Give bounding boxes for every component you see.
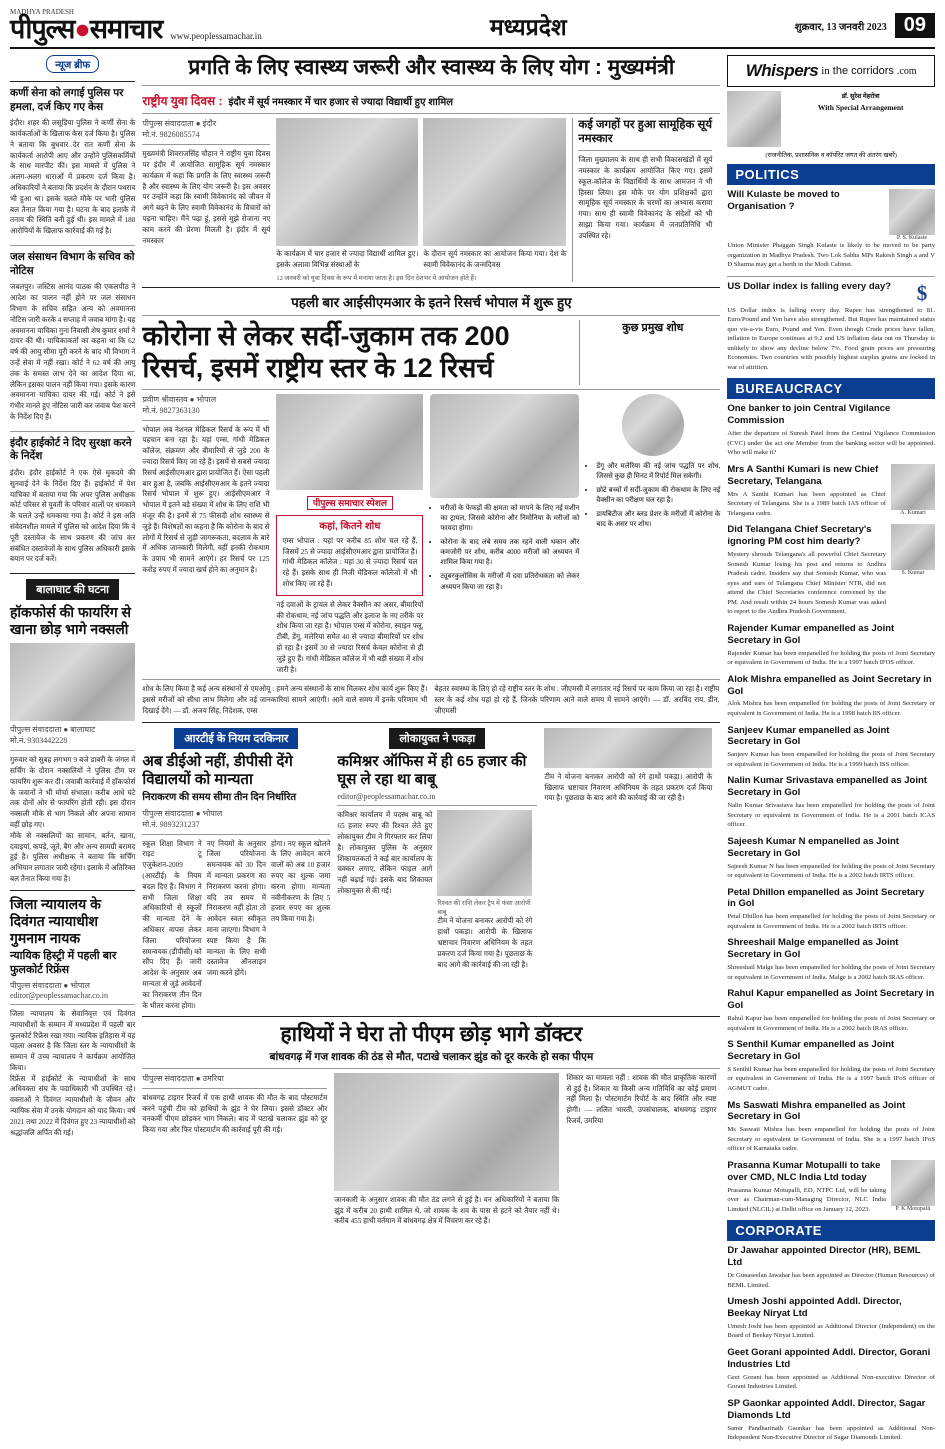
logo-subtitle: MADHYA PRADESH bbox=[10, 8, 74, 16]
bureaucracy-headline: Shreeshail Malge empanelled as Joint Secretary in GoI bbox=[727, 937, 899, 961]
masthead bbox=[10, 8, 935, 49]
rti-subhead: निराकरण की समय सीमा तीन दिन निर्धारित bbox=[142, 792, 297, 804]
politics-headline: Will Kulaste be moved to Organisation ? bbox=[727, 189, 840, 212]
lokayukt-photo bbox=[437, 810, 532, 896]
mega-sidebox-title: कुछ प्रमुख शोध bbox=[622, 321, 684, 334]
lead-kicker: राष्ट्रीय युवा दिवस : bbox=[142, 94, 223, 109]
bureaucracy-headline: One banker to join Central Vigilance Commission bbox=[727, 403, 891, 427]
elephant-subhead: बांधवगढ़ में गज शावक की ठंड से मौत, पटाखे चलाकर झुंड को दूर करके हो सका पीएम bbox=[269, 1050, 594, 1063]
whispers-masthead bbox=[727, 55, 935, 87]
bureaucracy-portrait-caption: S. Kumar bbox=[901, 570, 925, 577]
dollar-icon: $ bbox=[916, 280, 928, 305]
bureaucracy-headline: Ms Saswati Mishra empanelled as Joint Secretary in GoI bbox=[727, 1099, 906, 1123]
left-rail-column bbox=[10, 55, 135, 1449]
lokayukt-story[interactable] bbox=[337, 728, 537, 1012]
corporate-section-header: CORPORATE bbox=[727, 1220, 935, 1241]
naxal-byline-mobile: मो.नं. 9303442228 bbox=[10, 736, 68, 746]
lokayukt-body-2: टीम ने योजना बनाकर आरोपी को रंगे हाथों पकड़ा। आरोपी के खिलाफ भ्रष्टाचार निवारण अधिनियम के तहत प्रकरण दर्ज किया गया है। पूछताछ के बाद आगे की कार्रवाई की जा रही है। bbox=[437, 917, 533, 969]
lokayukt-body-1: कमिश्नर कार्यालय में पदस्थ बाबू को 65 हजार रुपए की रिश्वत लेते हुए लोकायुक्त टीम ने गिरफ्तार कर लिया है। लोकायुक्त पुलिस के अनुसार शिकायतकर्ता ने कई बार कार्यालय के चक्कर लगाए, लेकिन फाइल आगे नहीं बढ़ाई गई। इसके बाद शिकायत लोकायुक्त से की गई। bbox=[337, 811, 433, 895]
naxal-body-2: मौके से नक्सलियों का सामान, बर्तन, खाना, दवाइयां, कपड़े, जूते, बैग और अन्य सामग्री बरामद हुई है। पुलिस अधीक्षक ने बताया कि सर्चिंग अभियान लगातार जारी रहेगा। इलाके में अतिरिक्त बल तैनात किया गया है। bbox=[10, 831, 136, 884]
bureaucracy-headline: Nalin Kumar Srivastava empanelled as Joint Secretary in GoI bbox=[727, 775, 927, 799]
bureaucracy-headline: Rajender Kumar empanelled as Joint Secretary in GoI bbox=[727, 622, 895, 646]
brief-body: इंदौर। इंदौर हाईकोर्ट ने एक ऐसे मुकदमे की सुनवाई देने के निर्देश दिए हैं। हाईकोर्ट में पेश याचिका में बताया गया कि अपर पुलिस अधीक्षक कोर्ट परिसर से युवती के परिवार वालों पर धमकाने के चलते उन्हें धमकाया गया है। कोर्ट ने इस अति संवेदनशील मामले में पुलिस को आदेश दिया कि वे पूरी दस्तावेज के साथ प्रकरण की जांच कर संबंधित दस्तावेजों के साथ पुलिस अधिकारी इसके बयान पर दर्ज करें। bbox=[10, 468, 136, 564]
bureaucracy-section-header: BUREAUCRACY bbox=[727, 378, 935, 399]
elephant-byline: पीपुल्स संवाददाता ● उमरिया bbox=[142, 1073, 224, 1083]
lead-side-body: जिला मुख्यालय के साथ ही सभी विकासखंडों में सूर्य नमस्कार के कार्यक्रम आयोजित किए गए। इसमें स्कूल-कॉलेज के विद्यार्थियों के साथ आमजन ने भी हिस्सा लिया। इस मौके पर योग प्रशिक्षकों द्वारा सामूहिक सूर्य नमस्कार के चरणों का अभ्यास कराया गया। साथ ही स्वामी विवेकानंद के संदेशों को भी साझा किया गया। कार्यक्रम में जनप्रतिनिधि भी उपस्थित रहे। bbox=[578, 156, 713, 240]
mega-byline: प्रवीण श्रीवास्तव ● भोपाल bbox=[142, 394, 217, 404]
bureaucracy-headline: Petal Dhillon empanelled as Joint Secretary in GoI bbox=[727, 886, 925, 910]
lead-byline-mobile: मो.नं. 9826085574 bbox=[142, 130, 200, 140]
politics-item[interactable] bbox=[727, 281, 935, 373]
mega-quote-1: शोध के लिए किया है कई अन्य संस्थानों से एमओयू : हमने अन्य संस्थानों के साथ मिलकर शोध कार्य शुरू किए हैं। इससे मरीजों को सीधा लाभ मिलेगा और नई जानकारियां सामने आएंगी। आने वाले समय में इनके परिणाम भी दिखाई देंगे। — डॉ. अजय सिंह, निदेशक, एम्स bbox=[142, 685, 428, 715]
corporate-body: Geet Gorani has been appointed as Additional Non-executive Director of Gorani Industries Limited. bbox=[727, 1373, 935, 1391]
bureaucracy-item[interactable] bbox=[727, 1100, 935, 1154]
lead-photo-1 bbox=[276, 118, 418, 246]
bureaucracy-headline: Prasanna Kumar Motupalli to take over CMD, NLC India Ltd today bbox=[727, 1159, 881, 1183]
bureaucracy-body: Sajeesh Kumar N has been empanelled for holding the posts of Joint Secretary or equivalent in Government of India. He is a 2002 batch IRTS officer. bbox=[727, 862, 935, 880]
naxal-byline: पीपुल्स संवाददाता ● बालाघाट bbox=[10, 725, 96, 735]
bureaucracy-item[interactable] bbox=[727, 403, 935, 457]
bureaucracy-item[interactable] bbox=[727, 887, 935, 932]
lokayukt-photo-2 bbox=[544, 728, 712, 768]
judge-byline: पीपुल्स संवाददाता ● भोपाल bbox=[10, 980, 90, 990]
lokayukt-photo-caption: रिश्वत की राशि लेकर ट्रैप में फंसा आरोपी बाबू bbox=[437, 900, 531, 917]
mega-body-col2: नई दवाओं के ट्रायल से लेकर वैक्सीन का असर, बीमारियों की रोकथाम, नई जांच पद्धति और इलाज के नए तरीके पर शोध किया जा रहा है। भोपाल एम्स में कोरोना, स्वाइन फ्लू, टीबी, डेंगू, मलेरिया समेत 40 से ज्यादा बीमारियों पर शोध हो रहा है। इसमें 30 से ज्यादा रिसर्च केवल कोरोना से ही जुड़े हुए हैं। गांधी मेडिकल कॉलेज में भी बड़ी संख्या में शोध जारी है। bbox=[276, 600, 424, 674]
edition-title bbox=[490, 10, 567, 42]
corporate-body: Dr Gunaseelan Jawahar has been appointed as Director (Human Resources) of BEML Limited. bbox=[727, 1272, 935, 1289]
rti-byline: पीपुल्स संवाददाता ● भोपाल bbox=[142, 808, 223, 818]
bureaucracy-portrait bbox=[891, 524, 935, 570]
lokayukt-headline: कमिश्नर ऑफिस में ही 65 हजार की घूस ले रहा था बाबू bbox=[337, 752, 527, 789]
mega-body-col1: भोपाल अब नेशनल मेडिकल रिसर्च के रूप में भी पहचान बना रहा है। यहां एम्स, गांधी मेडिकल कॉलेज, संक्रमण और बीमारियों से जुड़े 200 के ज्यादा रिसर्च किए जा रहे हैं। इसमें से सबसे ज्यादा रिसर्च आईसीएमआर द्वारा प्रायोजित हैं। ऐसा पहली बार हुआ है, जबकि आईसीएमआर के इतने ज्यादा रिसर्च भोपाल में शुरू हुए। आईसीएमआर ने भोपाल में इतने बड़े संख्या में शोध के लिए राशि भी मंजूर की है। इनमें से 75 फीसदी शोध स्वास्थ्य से जुड़े हैं। विशेषज्ञों का कहना है कि कोरोना के बाद से लोगों में रिसर्च से जुड़ी जागरूकता, बदलाव के बारे में अधिक जानकारी मिलेगी, वहीं इनकी रोकथाम के उपाय भी सामने आएंगे। हर रिसर्च पर 125 करोड़ रुपए में ज्यादा खर्च होने का अनुमान है। bbox=[142, 425, 270, 574]
bureaucracy-body: Rajender Kumar has been empanelled for holding the posts of Joint Secretary or equivalent in Government of India. He is a 1997 batch IFOS officer. bbox=[727, 649, 935, 667]
bureaucracy-portrait bbox=[891, 464, 935, 510]
bureaucracy-body: Prasanna Kumar Motupalli, ED, NTPC Ltd, will be taking over as Chairman-cum-Managing Director, NLC India Limited (NLCIL) at Delhi office on January 12, 2023. bbox=[727, 1186, 886, 1213]
bullet-item: • डायबिटीज और ब्लड प्रेशर के मरीजों में कोरोना के बाद के असर पर शोध। bbox=[596, 509, 720, 529]
bureaucracy-item[interactable] bbox=[727, 988, 935, 1033]
elephant-photo bbox=[334, 1073, 559, 1191]
edition-label: मध्यप्रदेश bbox=[489, 13, 567, 40]
lead-side-head: कई जगहों पर हुआ सामूहिक सूर्य नमस्कार bbox=[578, 119, 712, 146]
rti-body-2: नए नियमों के अनुसार जिला परियोजना समन्वयक को 30 दिन में मान्यता प्रकरण का निराकरण करना होगा। यदि तय समय में निराकरण नहीं होता तो आवेदन स्वतः स्वीकृत माना जाएगा। विभाग ने स्पष्ट किया है कि मान्यता के लिए सभी दस्तावेज ऑनलाइन जमा करने होंगे। bbox=[206, 839, 267, 978]
rti-headline: अब डीईओ नहीं, डीपीसी देंगे विद्यालयों को मान्यता bbox=[142, 752, 293, 789]
whispers-title-dotcom: .com bbox=[896, 65, 917, 77]
mega-photo-building bbox=[276, 394, 423, 490]
bureaucracy-item[interactable] bbox=[727, 524, 935, 617]
bureaucracy-body: After the departure of Suresh Patel from the Central Vigilance Commission (CVC) under the act one Member from the banking sector will be appointed. Who will make it? bbox=[727, 430, 935, 457]
elephant-body-3: शिकार का मामला नहीं : शावक की मौत प्राकृतिक कारणों से हुई है। शिकार या किसी अन्य गतिविधि का कोई प्रमाण नहीं मिला है। पोस्टमार्टम रिपोर्ट के बाद स्थिति और स्पष्ट होगी। — ललित भारती, उपसंचालक, बांधवगढ़ टाइगर रिजर्व, उमरिया bbox=[566, 1073, 717, 1125]
mega-headline: कोरोना से लेकर सर्दी-जुकाम तक 200 रिसर्च, इसमें राष्ट्रीय स्तर के 12 रिसर्च bbox=[142, 320, 510, 384]
brief-headline: इंदौर हाईकोर्ट ने दिए सुरक्षा करने के निर्देश bbox=[10, 436, 132, 463]
whispers-title-in: in bbox=[821, 65, 830, 77]
whispers-subtitle: (राजनीतिक, प्रशासनिक व कॉर्पोरेट जगत की अंतरंग खबरें) bbox=[765, 152, 897, 159]
bureaucracy-item[interactable] bbox=[727, 775, 935, 829]
lead-byline: पीपुल्स संवाददाता ● इंदौर bbox=[142, 119, 217, 129]
corporate-item[interactable] bbox=[727, 1347, 935, 1392]
brief-item[interactable] bbox=[10, 437, 135, 565]
brief-headline: जल संसाधन विभाग के सचिव को नोटिस bbox=[10, 251, 135, 277]
whispers-column bbox=[727, 55, 935, 1449]
bureaucracy-headline: S Senthil Kumar empanelled as Joint Secretary in GoI bbox=[727, 1039, 895, 1062]
logo-main: पीपुल्स bbox=[10, 14, 75, 44]
brief-headline: कर्णी सेना को लगाई पुलिस पर हमला, दर्ज किए गए केस bbox=[10, 87, 124, 113]
elephant-story[interactable] bbox=[142, 1022, 720, 1227]
mega-story[interactable] bbox=[142, 293, 720, 717]
politics-portrait bbox=[889, 189, 935, 235]
bureaucracy-body: Alok Mishra has been empanelled for holding the posts of Joint Secretary or equivalent in Government of India. He is a 1998 batch IIS officer. bbox=[727, 700, 935, 717]
elephant-headline: हाथियों ने घेरा तो पीएम छोड़ भागे डॉक्टर bbox=[280, 1023, 583, 1047]
lokayukt-section-tag: लोकायुक्त ने पकड़ा bbox=[389, 728, 485, 749]
lead-photo-caption: 12 जनवरी को युवा दिवस के रूप में मनाया जाता है। इस दिन देशभर में आयोजन होते हैं। bbox=[276, 274, 477, 282]
bureaucracy-body: Nalin Kumar Srivastava has been empanelled for holding the posts of Joint Secretary or equivalent in Government of India. He is a 2001 batch ICAS officer. bbox=[727, 802, 935, 829]
politics-headline: US Dollar index is falling every day? bbox=[727, 280, 892, 292]
brief-body: इंदौर। शहर की लसूड़िया पुलिस ने कर्णी सेना के कार्यकर्ताओं के खिलाफ केस दर्ज किया है। पुलिस ने बताया कि बुधवार देर रात कर्णी सेना के कार्यकर्ता आरोपी आए और उन्होंने पुलिसकर्मियों के साथ मारपीट की। इस मामले में पुलिस ने अलग-अलग धाराओं में प्रकरण दर्ज किया है। अधिकारियों ने बताया कि प्रदर्शन के दौरान पथराव भी हुआ था। इसके चलते मौके पर भारी पुलिस बल तैनात किया गया है। घटना के बाद इलाके में तनाव की स्थिति बनी हुई थी। इस मामले में 188 आरोपियों के खिलाफ कार्रवाई की गई है। bbox=[10, 119, 136, 236]
corporate-headline: Geet Gorani appointed Addl. Director, Gorani Industries Ltd bbox=[727, 1346, 931, 1370]
bureaucracy-item[interactable] bbox=[727, 725, 935, 770]
whispers-title-corridors: the corridors bbox=[832, 65, 894, 77]
bureaucracy-item[interactable] bbox=[727, 937, 935, 982]
brief-body: जबलपुर। जस्टिस आनंद पाठक की एकलपीठ ने आदेश का पालन नहीं होने पर जल संसाधन विभाग के सचिव सहित अन्य को अवमानना नोटिस जारी करके 4 सप्ताह में जवाब मांगा है। यह अवमानना याचिका गुना निवासी शेष कुमार शर्मा ने दायर की थी। याचिकाकर्ता का कहना था कि 62 वर्ष की आयु सीमा पूरी करने के बाद भी विभाग ने उन्हें सेवा में नहीं रखा। कोर्ट ने 62 वर्ष की आयु तक के समस्त लाभ देने का आदेश दिया था, लेकिन इसका पालन नहीं किया गया। इसके कारण अवमानना याचिका दायर की गई। कोर्ट ने इसे गंभीर मानते हुए नोटिस जारी कर जवाब पेश करने के निर्देश दिए हैं। bbox=[10, 283, 136, 421]
lead-headline: प्रगति के लिए स्वास्थ्य जरूरी और स्वास्थ्य के लिए योग : मुख्यमंत्री bbox=[188, 56, 675, 79]
mega-photo-virus bbox=[430, 394, 579, 498]
bureaucracy-item[interactable] bbox=[727, 1039, 935, 1093]
mega-where-body: एम्स भोपाल : यहां पर करीब 85 शोध चल रहे हैं, जिसमें 25 से ज्यादा आईसीएमआर द्वारा प्रायोजित हैं। गांधी मेडिकल कॉलेज : यहां 30 से ज्यादा रिसर्च चल रहे हैं। इसके साथ ही निजी मेडिकल कॉलेजों में भी शोध किए जा रहे हैं। bbox=[282, 536, 418, 588]
bureaucracy-item[interactable] bbox=[727, 623, 935, 668]
politics-item[interactable] bbox=[727, 189, 935, 270]
bureaucracy-body: Mrs A Santhi Kumari has been appointed as Chief Secretary of Telangana. She is a 1989 batch IAS officer of Telangana cadre. bbox=[727, 490, 886, 517]
masthead-right bbox=[795, 13, 935, 38]
brief-item[interactable] bbox=[10, 87, 135, 237]
whispers-author-photo bbox=[727, 91, 781, 147]
politics-body: Union Minister Phaggan Singh Kulaste is likely to be moved to be party organization in Madhya Pradesh. Two Lok Sabha MPs Rakesh Singh a and V D Sharma may get a berth in the Modi Cabinet. bbox=[727, 242, 935, 269]
rti-body-1: स्कूल शिक्षा विभाग ने राइट टू एजुकेशन-2009 (आरटीई) के नियम बदल दिए हैं। विभाग ने सभी जिला शिक्षा अधिकारियों से स्कूलों की मान्यता देने के अधिकार वापस लेकर जिला परियोजना समन्वयक (डीपीसी) को सौंप दिए हैं। जारी आदेश के अनुसार अब मान्यता से जुड़े आवेदनों का निराकरण तीन दिन के भीतर करना होगा। bbox=[142, 839, 202, 1010]
corporate-body: Samir Pandharinath Gaonkar has been appointed as Additional Non-Independent Non-Executive Director of Sagar Diamonds Limited. bbox=[727, 1424, 935, 1442]
corporate-body: Umesh Joshi has been appointed as Additional Director (Independent) on the Board of Beekay Niryat Limited. bbox=[727, 1322, 935, 1340]
bureaucracy-body: Mystery shrouds Telangana's all powerful Chief Secretary Somesh Kumar losing his post and returns to Andhra Pradesh cadre. Insiders say that Somesh Kumar, who was eyes and ears of Telangana Chief Minister NTR, did not attend the Chief Secretaries conference convened by the PM. And result within 24 hours Somesh Kumar was asked to report to the Andhra Pradesh Government. bbox=[727, 551, 886, 616]
corporate-item[interactable] bbox=[727, 1296, 935, 1341]
mega-photo-virus-2 bbox=[622, 394, 684, 456]
bureaucracy-portrait-caption: P. K Motupalli bbox=[895, 1205, 931, 1212]
bureaucracy-body: Rahul Kapur has been empanelled for holding the posts of Joint Secretary or equivalent in Government of India. He is a 2002 batch IRAS officer. bbox=[727, 1015, 935, 1032]
bureaucracy-portrait-caption: A. Kumari bbox=[900, 509, 926, 516]
judge-headline: जिला न्यायालय के दिवंगत न्यायाधीश गुमनाम नायक bbox=[10, 895, 101, 947]
corporate-item[interactable] bbox=[727, 1398, 935, 1443]
judge-email[interactable]: editor@peoplessamachar.co.in bbox=[10, 990, 108, 1000]
naxal-headline: हॉकफोर्स की फायरिंग से खाना छोड़ भागे नक्सली bbox=[10, 604, 131, 638]
bureaucracy-headline: Alok Mishra empanelled as Joint Secretary in GoI bbox=[727, 673, 932, 697]
judge-body-2: रिफ्रेंस में हाईकोर्ट के न्यायाधीशों के साथ अधिवक्ता संघ के पदाधिकारी भी उपस्थित रहे। वक्ताओं ने दिवंगत न्यायाधीशों के जीवन और न्यायिक सेवा में उनके योगदान को याद किया। वर्ष 2021 तथा 2022 में दिवंगत हुए 23 न्यायाधीशों को श्रद्धांजलि अर्पित की गई। bbox=[10, 1074, 136, 1137]
bureaucracy-body: S Senthil Kumar has been empanelled for holding the posts of Joint Secretary or equivalent in Government of India. He is a 1997 batch IFoS officer of AGMUT cadre. bbox=[727, 1065, 935, 1092]
rti-byline-mobile: मो.नं. 9893231237 bbox=[142, 819, 200, 829]
bureaucracy-headline: Did Telangana Chief Secretary's ignoring PM cost him dearly? bbox=[727, 524, 872, 548]
bureaucracy-headline: Rahul Kapur empanelled as Joint Secretary in GoI bbox=[727, 988, 935, 1012]
politics-body: US Dollar index is falling every day. Rupee has strengthened to 81. Euro/Pound and Yen have also strengthened. But Rupee has maintained status quo vis-a-vis Euro, Pound and Yen. Even though Crude prices have fallen, inflation in Europe continues at 9.2 and US inflation data out on Thursday is unlikely to show any decline below 7%. Food grain prices are pressuring Economies. Two countries with possibly highest surplus grains are locked in war of attrition. bbox=[727, 306, 935, 371]
publication-date: शुक्रवार, 13 जनवरी 2023 bbox=[794, 21, 887, 33]
mega-bullet-list bbox=[430, 503, 579, 592]
bureaucracy-headline: Sanjeev Kumar empanelled as Joint Secretary in GoI bbox=[727, 724, 890, 748]
politics-section-header: POLITICS bbox=[727, 164, 935, 185]
bureaucracy-item[interactable] bbox=[727, 1160, 935, 1214]
rti-body-3: होगा। नए स्कूल खोलने के लिए आवेदन करने वालों को अब 10 हजार रुपए का शुल्क जमा करना होगा। मान्यता नवीनीकरण के लिए 5 हजार रुपए का शुल्क तय किया गया है। bbox=[271, 839, 331, 924]
mega-where-title: कहां, कितने शोध bbox=[319, 520, 381, 532]
rti-section-tag: आरटीई के नियम दरकिनार bbox=[174, 728, 298, 749]
mega-quote-2: बेहतर स्वास्थ्य के लिए हो रहे राष्ट्रीय स्तर के शोध : जीएमसी में लगातार नई रिसर्च पर काम किया जा रहा है। राष्ट्रीय स्तर के कई शोध यहां हो रहे हैं, जिनके परिणाम आने वाले समय में सामने आएंगे। — डॉ. अरविंद राय, डीन, जीएमसी bbox=[434, 685, 720, 715]
page-number: 09 bbox=[895, 13, 935, 38]
naxal-section-tag: बालाघाट की घटना bbox=[26, 579, 119, 600]
bureaucracy-headline: Mrs A Santhi Kumari is new Chief Secretary, Telangana bbox=[727, 463, 879, 487]
lead-story[interactable] bbox=[142, 55, 720, 282]
judge-subhead: न्यायिक हिस्ट्री में पहली बार फुलकोर्ट रिफ्रेंस bbox=[10, 950, 117, 976]
corporate-item[interactable] bbox=[727, 1245, 935, 1290]
corporate-headline: Dr Jawahar appointed Director (HR), BEML Ltd bbox=[727, 1245, 921, 1269]
elephant-body-1: बांधवगढ़ टाइगर रिजर्व में एक हाथी शावक की मौत के बाद पोस्टमार्टम करने पहुंची टीम को हाथियों के झुंड ने घेर लिया। इससे डॉक्टर और वनकर्मी पीएम छोड़कर भाग निकले। बाद में पटाखे चलाकर झुंड को दूर किया गया और फिर पोस्टमार्टम की कार्रवाई पूरी की गई। bbox=[142, 1093, 328, 1135]
politics-portrait-caption: P. S. Kulaste bbox=[896, 235, 928, 241]
bureaucracy-item[interactable] bbox=[727, 674, 935, 719]
mega-bullet-list-2 bbox=[586, 461, 720, 530]
bureaucracy-body: Ms Saswati Mishra has been empanelled for holding the posts of Joint Secretary or equivalent in Government of India. She is a 1997 batch IFoS officer of Karnataka cadre. bbox=[727, 1126, 935, 1153]
whispers-title: Whispers bbox=[745, 61, 819, 80]
bullet-item: • मरीजों के फेफड़ों की क्षमता को मापने के लिए नई मशीन का ट्रायल, जिससे कोरोना और निमोनिया के मरीजों को फायदा होगा। bbox=[440, 503, 579, 533]
bullet-item: • ट्यूबरकुलोसिस के मरीजों में दवा प्रतिरोधकता को लेकर अध्ययन किया जा रहा है। bbox=[440, 571, 579, 591]
newspaper-logo bbox=[10, 8, 162, 43]
bureaucracy-portrait bbox=[891, 1160, 935, 1206]
bureaucracy-item[interactable] bbox=[727, 836, 935, 881]
corporate-headline: SP Gaonkar appointed Addl. Director, Sagar Diamonds Ltd bbox=[727, 1397, 926, 1421]
website-url[interactable]: www.peoplessamachar.in bbox=[170, 31, 262, 41]
news-brief-tag: न्यूज ब्रीफ bbox=[46, 55, 99, 73]
lead-subhead: इंदौर में सूर्य नमस्कार में चार हजार से ज्यादा विद्यार्थी हुए शामिल bbox=[228, 97, 454, 109]
bullet-item: • कोरोना के बाद लंबे समय तक रहने वाली थकान और कमजोरी पर शोध, करीब 4000 मरीजों को अध्ययन में शामिल किया गया है। bbox=[440, 537, 579, 567]
special-label: पीपुल्स समाचार स्पेशल bbox=[307, 496, 393, 510]
lead-body-col3: के दौरान सूर्य नमस्कार का आयोजन किया गया। देश के स्वामी विवेकानंद के जन्मदिवस bbox=[423, 250, 567, 270]
bureaucracy-body: Petal Dhillon has been empanelled for holding the posts of Joint Secretary or equivalent in Government of India. He is a 2002 batch IRTS officer. bbox=[727, 913, 935, 930]
mega-topline: पहली बार आईसीएमआर के इतने रिसर्च भोपाल में शुरू हुए bbox=[291, 294, 572, 310]
lead-body-area bbox=[142, 118, 720, 282]
bureaucracy-item[interactable] bbox=[727, 464, 935, 518]
masthead-left bbox=[10, 8, 262, 43]
lead-body-col2: के कार्यक्रम में चार हजार से ज्यादा विद्यार्थी शामिल हुए। इसके अलावा विभिन्न संस्थाओं के bbox=[276, 250, 419, 270]
main-column bbox=[142, 55, 720, 1449]
rti-story[interactable] bbox=[142, 728, 330, 1012]
bureaucracy-body: Sanjeev Kumar has been empanelled for holding the posts of Joint Secretary or equivalent in Government of India. He is a 1999 batch ISS officer. bbox=[727, 751, 935, 768]
lead-body-col1: मुख्यमंत्री शिवराजसिंह चौहान ने राष्ट्रीय युवा दिवस पर इंदौर में आयोजित सामूहिक सूर्य नमस्कार कार्यक्रम में कहा कि प्रगति के लिए स्वास्थ्य जरूरी है और स्वास्थ्य के लिए योग जरूरी है। इस अवसर पर उन्होंने कहा कि स्वामी विवेकानंद को जीवन में आगे बढ़ने के लिए स्वामी विवेकानंद के विचारों को पढ़ना चाहिए। मैंने पढ़ा हूं, इससे मुझे रोजाना नए काम करने की प्रेरणा मिलती है। इंदौर में सूर्य नमस्कार bbox=[142, 150, 271, 245]
lokayukt-body-3: टीम ने योजना बनाकर आरोपी को रंगे हाथों पकड़ा। आरोपी के खिलाफ भ्रष्टाचार निवारण अधिनियम के तहत प्रकरण दर्ज किया गया है। पूछताछ के बाद आगे की कार्रवाई की जा रही है। bbox=[544, 772, 713, 803]
lokayukt-extra-col bbox=[544, 728, 712, 1012]
brief-item[interactable] bbox=[10, 251, 135, 423]
elephant-body-2: जानकारी के अनुसार शावक की मौत ठंड लगने से हुई है। वन अधिकारियों ने बताया कि झुंड में करीब 20 हाथी शामिल थे, जो शावक के शव के पास से हटने को तैयार नहीं थे। करीब 455 हाथी वर्तमान में बांधवगढ़ क्षेत्र में विचरण कर रहे हैं। bbox=[334, 1195, 560, 1226]
whispers-author-name: डॉ. सुरेश मेहरोत्रा bbox=[841, 93, 880, 100]
naxal-photo bbox=[10, 643, 135, 721]
lead-photo-2 bbox=[423, 118, 566, 246]
logo-second: समाचार bbox=[89, 14, 163, 44]
bullet-item: • छोटे बच्चों में सर्दी-जुकाम की रोकथाम के लिए नई वैक्सीन का परीक्षण चल रहा है। bbox=[596, 485, 720, 505]
mega-byline-mobile: मो.नं. 9827363130 bbox=[142, 405, 200, 415]
naxal-body-1: गुरुवार को सुबह लगभग 9 बजे डाबरी के जंगल में सर्चिंग के दौरान नक्सलियों ने पुलिस टीम पर फायरिंग शुरू कर दी। जवाबी कार्रवाई में हॉकफोर्स के जवानों ने भी मोर्चा संभाला। करीब आधे घंटे तक दोनों ओर से फायरिंग होती रही। इस दौरान नक्सली मौके से भाग निकले और अपना सामान वहीं छोड़ गए। bbox=[10, 756, 136, 830]
lokayukt-byline[interactable]: editor@peoplessamachar.co.in bbox=[337, 792, 436, 802]
logo-text: पीपुल्स●समाचार bbox=[10, 14, 163, 44]
page-columns bbox=[10, 55, 935, 1449]
whispers-tagline: With Special Arrangement bbox=[817, 103, 904, 112]
judge-body-1: जिला न्यायालय के सेवानिवृत्त एवं दिवंगत न्यायाधीशों के सम्मान में मध्यप्रदेश में पहली बार फुलकोर्ट रिफ्रेंस रखा गया। न्यायिक इतिहास में यह पहला अवसर है कि जिला स्तर के न्यायाधीशों के सम्मान में उच्च न्यायालय ने कार्यक्रम आयोजित किया। bbox=[10, 1009, 136, 1072]
bureaucracy-headline: Sajeesh Kumar N empanelled as Joint Secretary in GoI bbox=[727, 835, 899, 859]
corporate-headline: Umesh Joshi appointed Addl. Director, Beekay Niryat Ltd bbox=[727, 1296, 902, 1320]
bureaucracy-body: Shreeshail Malge has been empanelled for holding the posts of Joint Secretary or equivalent in Government of India. Malge is a 2002 batch IRAS officer. bbox=[727, 964, 935, 981]
bullet-item: • डेंगू और मलेरिया की नई जांच पद्धति पर शोध, जिससे कुछ ही मिनट में रिपोर्ट मिल सकेगी। bbox=[596, 461, 720, 481]
